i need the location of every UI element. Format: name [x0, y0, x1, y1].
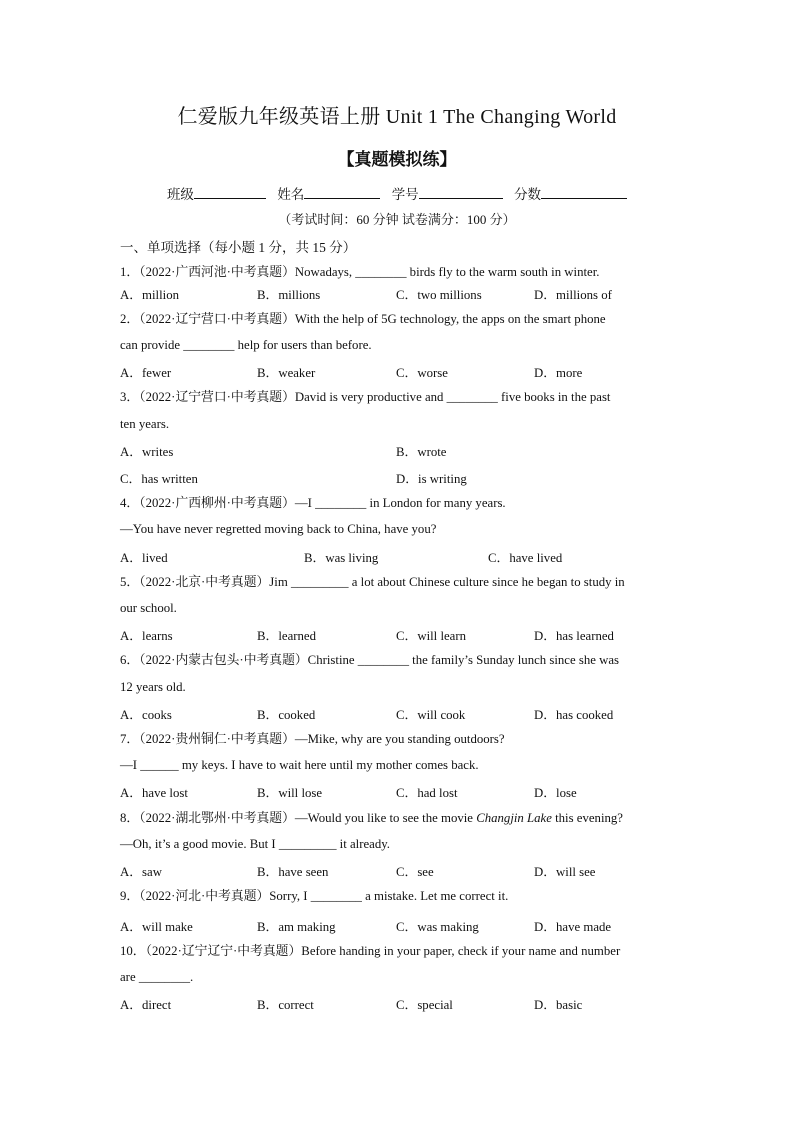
option-d[interactable]: D．basic	[534, 998, 583, 1012]
option-b[interactable]: B．have seen	[257, 865, 329, 879]
option-c[interactable]: C．was making	[396, 920, 479, 934]
question-3-line-1: 3．（2022·辽宁营口·中考真题）David is very productive and ________ five books in the past	[120, 390, 611, 404]
name-field[interactable]: 姓名	[277, 187, 380, 202]
question-10-line-1: 10．（2022·辽宁辽宁·中考真题）Before handing in your paper, check if your name and number	[120, 944, 621, 958]
option-b[interactable]: B．cooked	[257, 708, 316, 722]
option-b[interactable]: B．was living	[304, 551, 379, 565]
movie-title: Changjin Lake	[476, 811, 552, 825]
option-d[interactable]: D．lose	[534, 786, 577, 800]
student-info-line	[0, 183, 794, 203]
class-field[interactable]: 班级	[167, 187, 266, 202]
option-b[interactable]: B．weaker	[257, 366, 316, 380]
question-6-options	[120, 704, 680, 720]
question-1-options	[120, 284, 680, 300]
option-a[interactable]: A．will make	[120, 920, 193, 934]
option-c[interactable]: C．has written	[120, 472, 198, 486]
option-c[interactable]: C．special	[396, 998, 453, 1012]
question-3-options-row-2	[120, 468, 680, 484]
question-9-options	[120, 916, 680, 932]
question-1-line-1: 1．（2022·广西河池·中考真题）Nowadays, ________ birds fly to the warm south in winter.	[120, 265, 600, 279]
question-5-options	[120, 625, 680, 641]
option-c[interactable]: C．have lived	[488, 551, 563, 565]
option-a[interactable]: A．have lost	[120, 786, 188, 800]
question-2-line-2: can provide ________ help for users than before.	[120, 338, 372, 352]
page-title: 仁爱版九年级英语上册 Unit 1 The Changing World	[177, 106, 617, 128]
option-d[interactable]: D．will see	[534, 865, 596, 879]
option-a[interactable]: A．million	[120, 288, 180, 302]
exam-time-note: （考试时间：60 分钟 试卷满分：100 分）	[278, 212, 516, 227]
question-5-line-1: 5．（2022·北京·中考真题）Jim _________ a lot about Chinese culture since he began to study in	[120, 575, 625, 589]
page-subtitle: 【真题模拟练】	[337, 150, 457, 170]
question-10-options	[120, 994, 680, 1010]
option-c[interactable]: C．two millions	[396, 288, 482, 302]
option-c[interactable]: C．had lost	[396, 786, 458, 800]
option-a[interactable]: A．writes	[120, 445, 174, 459]
question-6-line-2: 12 years old.	[120, 680, 186, 694]
option-d[interactable]: D．has learned	[534, 629, 614, 643]
question-2-line-1: 2．（2022·辽宁营口·中考真题）With the help of 5G technology, the apps on the smart phone	[120, 312, 606, 326]
option-a[interactable]: A．lived	[120, 551, 168, 565]
option-a[interactable]: A．cooks	[120, 708, 172, 722]
question-10-line-2: are ________.	[120, 970, 194, 984]
option-b[interactable]: B．millions	[257, 288, 321, 302]
option-b[interactable]: B．will lose	[257, 786, 323, 800]
option-b[interactable]: B．correct	[257, 998, 314, 1012]
student-id-field[interactable]: 学号	[392, 187, 503, 202]
question-4-options	[120, 547, 680, 563]
option-d[interactable]: D．have made	[534, 920, 612, 934]
option-c[interactable]: C．see	[396, 865, 434, 879]
question-6-line-1: 6．（2022·内蒙古包头·中考真题）Christine ________ the family’s Sunday lunch since she was	[120, 653, 620, 667]
option-c[interactable]: C．worse	[396, 366, 448, 380]
question-3-line-2: ten years.	[120, 417, 170, 431]
option-d[interactable]: D．has cooked	[534, 708, 614, 722]
question-3-options-row-1	[120, 441, 680, 457]
section-title: 一、单项选择（每小题 1 分，共 15 分）	[120, 240, 357, 255]
question-9-line-1: 9．（2022·河北·中考真题）Sorry, I ________ a mistake. Let me correct it.	[120, 889, 509, 903]
question-8-line-1: 8．（2022·湖北鄂州·中考真题）—Would you like to see the movie Changjin Lake this evening?	[120, 811, 623, 825]
option-a[interactable]: A．learns	[120, 629, 173, 643]
question-8-options	[120, 861, 680, 877]
question-4-line-1: 4．（2022·广西柳州·中考真题）—I ________ in London for many years.	[120, 496, 506, 510]
option-d[interactable]: D．millions of	[534, 288, 612, 302]
option-a[interactable]: A．direct	[120, 998, 172, 1012]
option-b[interactable]: B．am making	[257, 920, 336, 934]
option-a[interactable]: A．fewer	[120, 366, 172, 380]
option-d[interactable]: D．is writing	[396, 472, 467, 486]
option-b[interactable]: B．learned	[257, 629, 316, 643]
question-4-line-2: —You have never regretted moving back to China, have you?	[120, 522, 437, 536]
question-7-line-2: —I ______ my keys. I have to wait here until my mother comes back.	[120, 758, 479, 772]
option-b[interactable]: B．wrote	[396, 445, 447, 459]
option-d[interactable]: D．more	[534, 366, 583, 380]
question-7-options	[120, 782, 680, 798]
option-c[interactable]: C．will learn	[396, 629, 467, 643]
option-a[interactable]: A．saw	[120, 865, 162, 879]
question-5-line-2: our school.	[120, 601, 177, 615]
question-7-line-1: 7．（2022·贵州铜仁·中考真题）—Mike, why are you standing outdoors?	[120, 732, 505, 746]
question-8-line-2: —Oh, it’s a good movie. But I _________ it already.	[120, 837, 391, 851]
option-c[interactable]: C．will cook	[396, 708, 466, 722]
score-field[interactable]: 分数	[514, 187, 627, 202]
question-2-options	[120, 362, 680, 378]
